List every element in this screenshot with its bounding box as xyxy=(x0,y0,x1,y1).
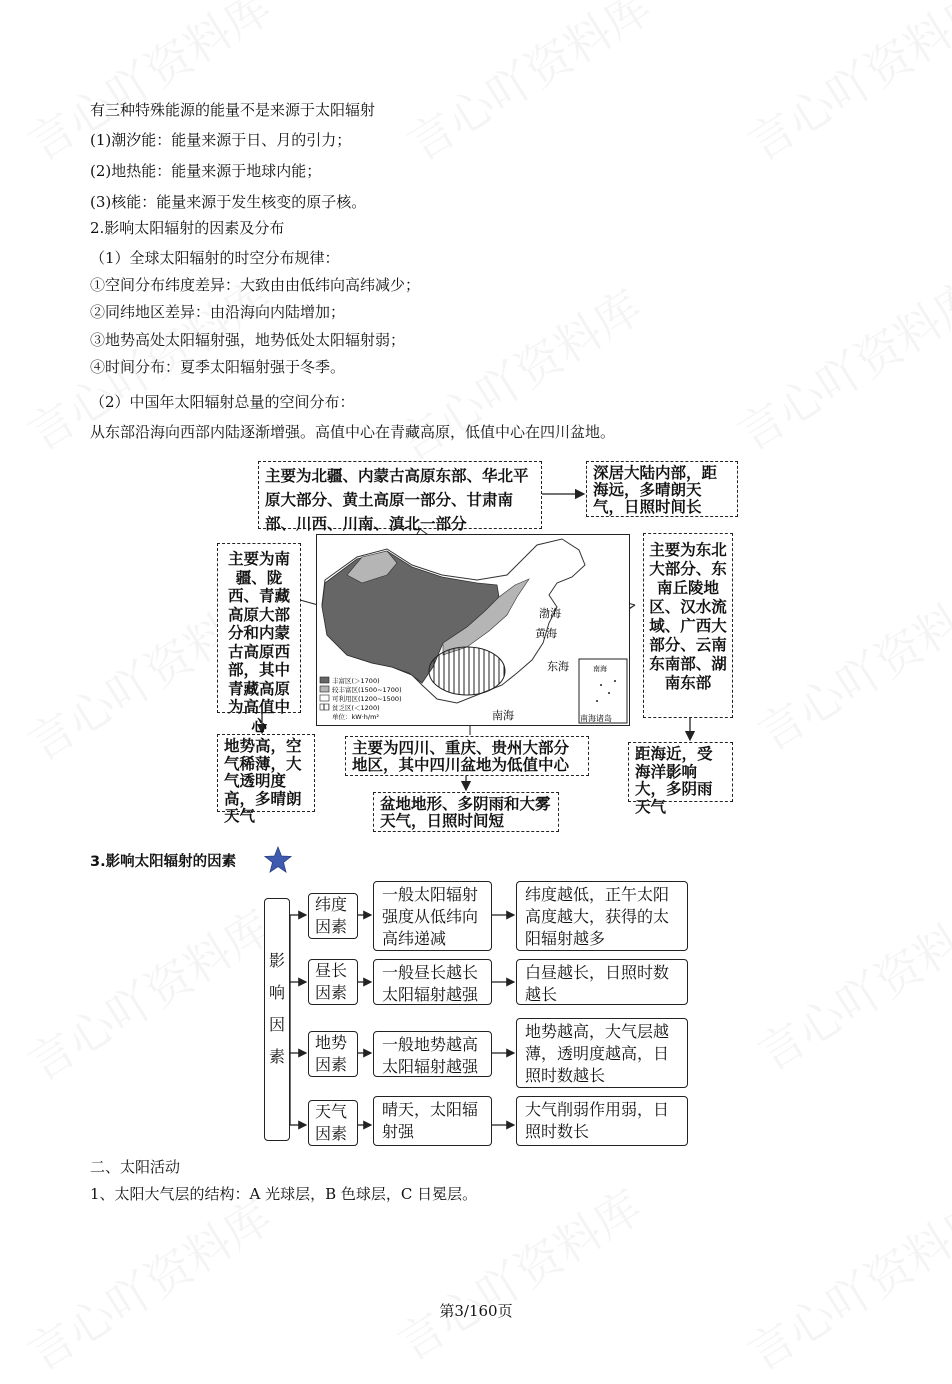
section-sun-line-1: 1、太阳大气层的结构：A 光球层，B 色球层，C 日冕层。 xyxy=(90,1185,478,1203)
section-2-sub-2: （2）中国年太阳辐射总量的空间分布： xyxy=(90,393,355,411)
legend-unit: 单位：kW·h/m² xyxy=(332,713,380,721)
result-box-latitude: 纬度越低，正午太阳高度越大，获得的太阳辐射越多 xyxy=(516,881,688,951)
annotation-right-bottom: 距海近，受海洋影响大，多阴雨天气 xyxy=(628,742,733,802)
intro-line-3: (2)地热能：能量来源于地球内能； xyxy=(90,162,322,180)
section-2-item-1: ①空间分布纬度差异：大致由由低纬向高纬减少； xyxy=(90,276,421,294)
result-box-terrain: 地势越高，大气层越薄，透明度越高，日照时数越长 xyxy=(516,1018,688,1088)
map-label-donghai: 东海 xyxy=(547,660,569,673)
annotation-left: 主要为南疆、陇西、青藏高原大部分和内蒙古高原西部，其中青藏高原为高值中心 xyxy=(217,543,301,713)
page-number: 第3/160页 xyxy=(439,1302,513,1320)
map-inset-label: 南海 xyxy=(593,665,607,673)
map-label-islands: 南海诸岛 xyxy=(580,714,612,723)
section-sun-title: 二、太阳活动 xyxy=(90,1158,181,1176)
rule-box-terrain: 一般地势越高太阳辐射越强 xyxy=(373,1031,492,1077)
section-3-title: 3.影响太阳辐射的因素 xyxy=(90,854,237,870)
legend-label-poor: 贫乏区(＜1200) xyxy=(332,704,380,712)
factor-box-daylength: 昼长因素 xyxy=(308,959,358,1005)
intro-line-2: (1)潮汐能：能量来源于日、月的引力； xyxy=(90,131,352,149)
section-2-item-4: ④时间分布：夏季太阳辐射强于冬季。 xyxy=(90,358,346,376)
legend-label-usable: 可利用区(1200~1500) xyxy=(332,695,402,703)
annotation-top: 主要为北疆、内蒙古高原东部、华北平原大部分、黄土高原一部分、甘肃南部、川西、川南、滇北一部分 xyxy=(258,461,542,529)
section-2-sub-1: （1）全球太阳辐射的时空分布规律： xyxy=(90,249,340,267)
section-2-summary: 从东部沿海向西部内陆逐渐增强。高值中心在青藏高原，低值中心在四川盆地。 xyxy=(90,423,616,441)
rule-box-daylength: 一般昼长越长太阳辐射越强 xyxy=(373,959,492,1005)
section-2-item-3: ③地势高处太阳辐射强，地势低处太阳辐射弱； xyxy=(90,331,406,349)
annotation-left-bottom: 地势高，空气稀薄，大气透明度高，多晴朗天气 xyxy=(217,734,315,812)
rule-box-latitude: 一般太阳辐射强度从低纬向高纬递减 xyxy=(373,881,492,951)
annotation-bottom: 主要为四川、重庆、贵州大部分地区，其中四川盆地为低值中心 xyxy=(345,736,589,776)
factor-box-terrain: 地势因素 xyxy=(308,1031,358,1077)
map-label-nanhai: 南海 xyxy=(492,709,514,722)
section-2-title: 2.影响太阳辐射的因素及分布 xyxy=(90,219,285,237)
annotation-top-right: 深居大陆内部，距海远，多晴朗天气，日照时间长 xyxy=(586,461,738,517)
annotation-bottom-2: 盆地地形、多阴雨和大雾天气，日照时间短 xyxy=(373,792,559,832)
map-label-huanghai: 黄海 xyxy=(535,627,557,640)
factor-box-latitude: 纬度因素 xyxy=(308,893,358,939)
rule-box-weather: 晴天，太阳辐射强 xyxy=(373,1096,492,1146)
factor-box-weather: 天气因素 xyxy=(308,1100,358,1146)
annotation-right: 主要为东北大部分、东南丘陵地区、汉水流域、广西大部分、云南东南部、湖南东部 xyxy=(643,533,733,718)
intro-line-4: (3)核能：能量来源于发生核变的原子核。 xyxy=(90,193,367,211)
factor-root: 影响因素 xyxy=(264,898,290,1141)
legend-label-rich: 丰富区(＞1700) xyxy=(332,677,380,685)
map-label-bohai: 渤海 xyxy=(539,607,561,620)
legend-label-fairly-rich: 较丰富区(1500~1700) xyxy=(332,686,402,694)
result-box-daylength: 白昼越长，日照时数越长 xyxy=(516,959,688,1005)
section-2-item-2: ②同纬地区差异：由沿海向内陆增加； xyxy=(90,303,346,321)
intro-line-1: 有三种特殊能源的能量不是来源于太阳辐射 xyxy=(90,101,376,119)
result-box-weather: 大气削弱作用弱，日照时数长 xyxy=(516,1096,688,1146)
